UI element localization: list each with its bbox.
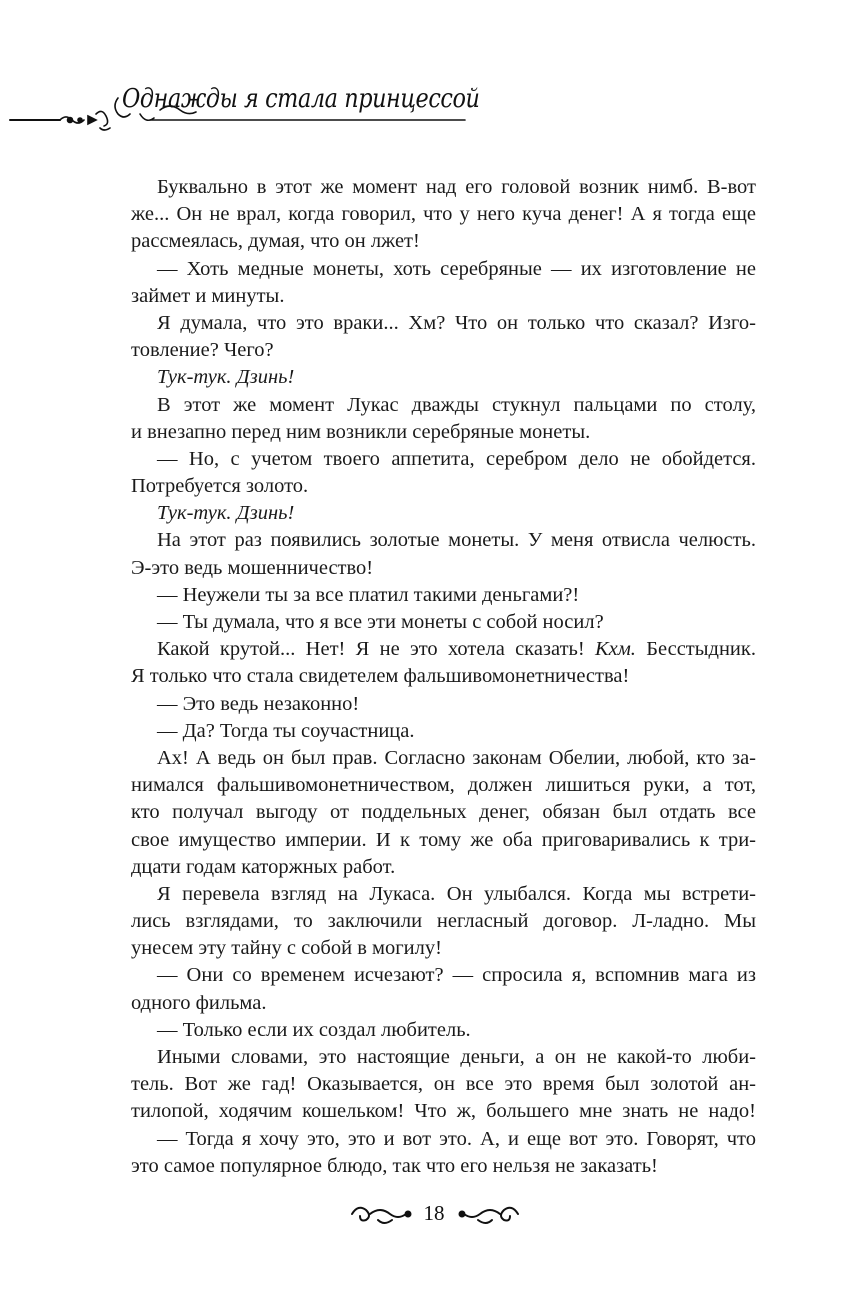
text-line: дцати годам каторжных работ. (131, 855, 396, 878)
book-title: Однажды я стала принцессой (122, 84, 480, 114)
text-line: займет и минуты. (131, 284, 285, 307)
text-line: Иными словами, это настоящие деньги, а он не какой-то люби- (157, 1046, 756, 1068)
text-line: — Они со временем исчезают? — спросила я, вспомнив мага из (157, 964, 756, 987)
page-body (131, 174, 756, 1180)
left-ornament-icon (348, 1200, 418, 1228)
italic-interjection: Кхм. (595, 638, 636, 661)
text-line: Тук-тук. Дзинь! (157, 366, 295, 389)
page-number: 18 (423, 1201, 445, 1225)
text-line: Я перевела взгляд на Лукаса. Он улыбался. Когда мы встрети- (157, 882, 756, 905)
text-line: же... Он не врал, когда говорил, что у него куча денег! А я тогда еще (131, 203, 756, 226)
text-line: — Ты думала, что я все эти монеты с собой носил? (157, 611, 604, 633)
text-line: лись взглядами, то заключили негласный договор. Л-ладно. Мы (131, 910, 756, 933)
text-line: Буквально в этот же момент над его головой возник нимб. В-вот (157, 176, 756, 198)
text-line: тель. Вот же гад! Оказывается, он все это время был золотой ан- (131, 1073, 756, 1096)
text-line: свое имущество империи. И к тому же оба приговаривались к три- (131, 828, 756, 851)
text-line: одного фильма. (131, 991, 267, 1014)
text-line: Я думала, что это враки... Хм? Что он только что сказал? Изго- (157, 311, 756, 334)
text-line: рассмеялась, думая, что он лжет! (131, 230, 420, 253)
text-line: Я только что стала свидетелем фальшивомонетничества! (131, 665, 630, 688)
right-ornament-icon (452, 1200, 522, 1228)
text-line: На этот раз появились золотые монеты. У меня отвисла челюсть. (157, 529, 756, 552)
text-line: нимался фальшивомонетничеством, должен лишиться руки, а тот, (131, 774, 756, 797)
text-line: Ах! А ведь он был прав. Согласно законам Обелии, любой, кто за- (157, 746, 756, 769)
text-line: кто получал выгоду от поддельных денег, обязан был отдать все (131, 801, 756, 824)
text-line: — Но, с учетом твоего аппетита, серебром дело не обойдется. (157, 447, 756, 470)
text-line: Тук-тук. Дзинь! (157, 502, 295, 525)
text-line: Э-это ведь мошенничество! (131, 556, 374, 579)
text-line: Какой крутой... Нет! Я не это хотела сказать! Кхм. Бесстыдник. (157, 638, 756, 661)
page-footer (330, 1196, 530, 1232)
text-line: — Хоть медные монеты, хоть серебряные — их изготовление не (157, 257, 756, 280)
text-line: — Это ведь незаконно! (157, 692, 360, 715)
text-line: — Неужели ты за все платил такими деньгами?! (157, 583, 580, 606)
running-header (0, 70, 480, 140)
text-line: товление? Чего? (131, 339, 274, 362)
text-line: — Да? Тогда ты соучастница. (157, 719, 415, 742)
text-line: и внезапно перед ним возникли серебряные монеты. (131, 420, 591, 443)
text-line: — Только если их создал любитель. (157, 1018, 471, 1041)
text-line: тилопой, ходячим кошельком! Что ж, большего мне знать не надо! (131, 1100, 756, 1123)
text-line: Потребуется золото. (131, 475, 309, 498)
text-line: унесем эту тайну с собой в могилу! (131, 937, 442, 960)
text-line: — Тогда я хочу это, это и вот это. А, и еще вот это. Говорят, что (157, 1127, 756, 1150)
text-line: это самое популярное блюдо, так что его нельзя не заказать! (131, 1154, 658, 1177)
text-line: В этот же момент Лукас дважды стукнул пальцами по столу, (157, 393, 756, 416)
